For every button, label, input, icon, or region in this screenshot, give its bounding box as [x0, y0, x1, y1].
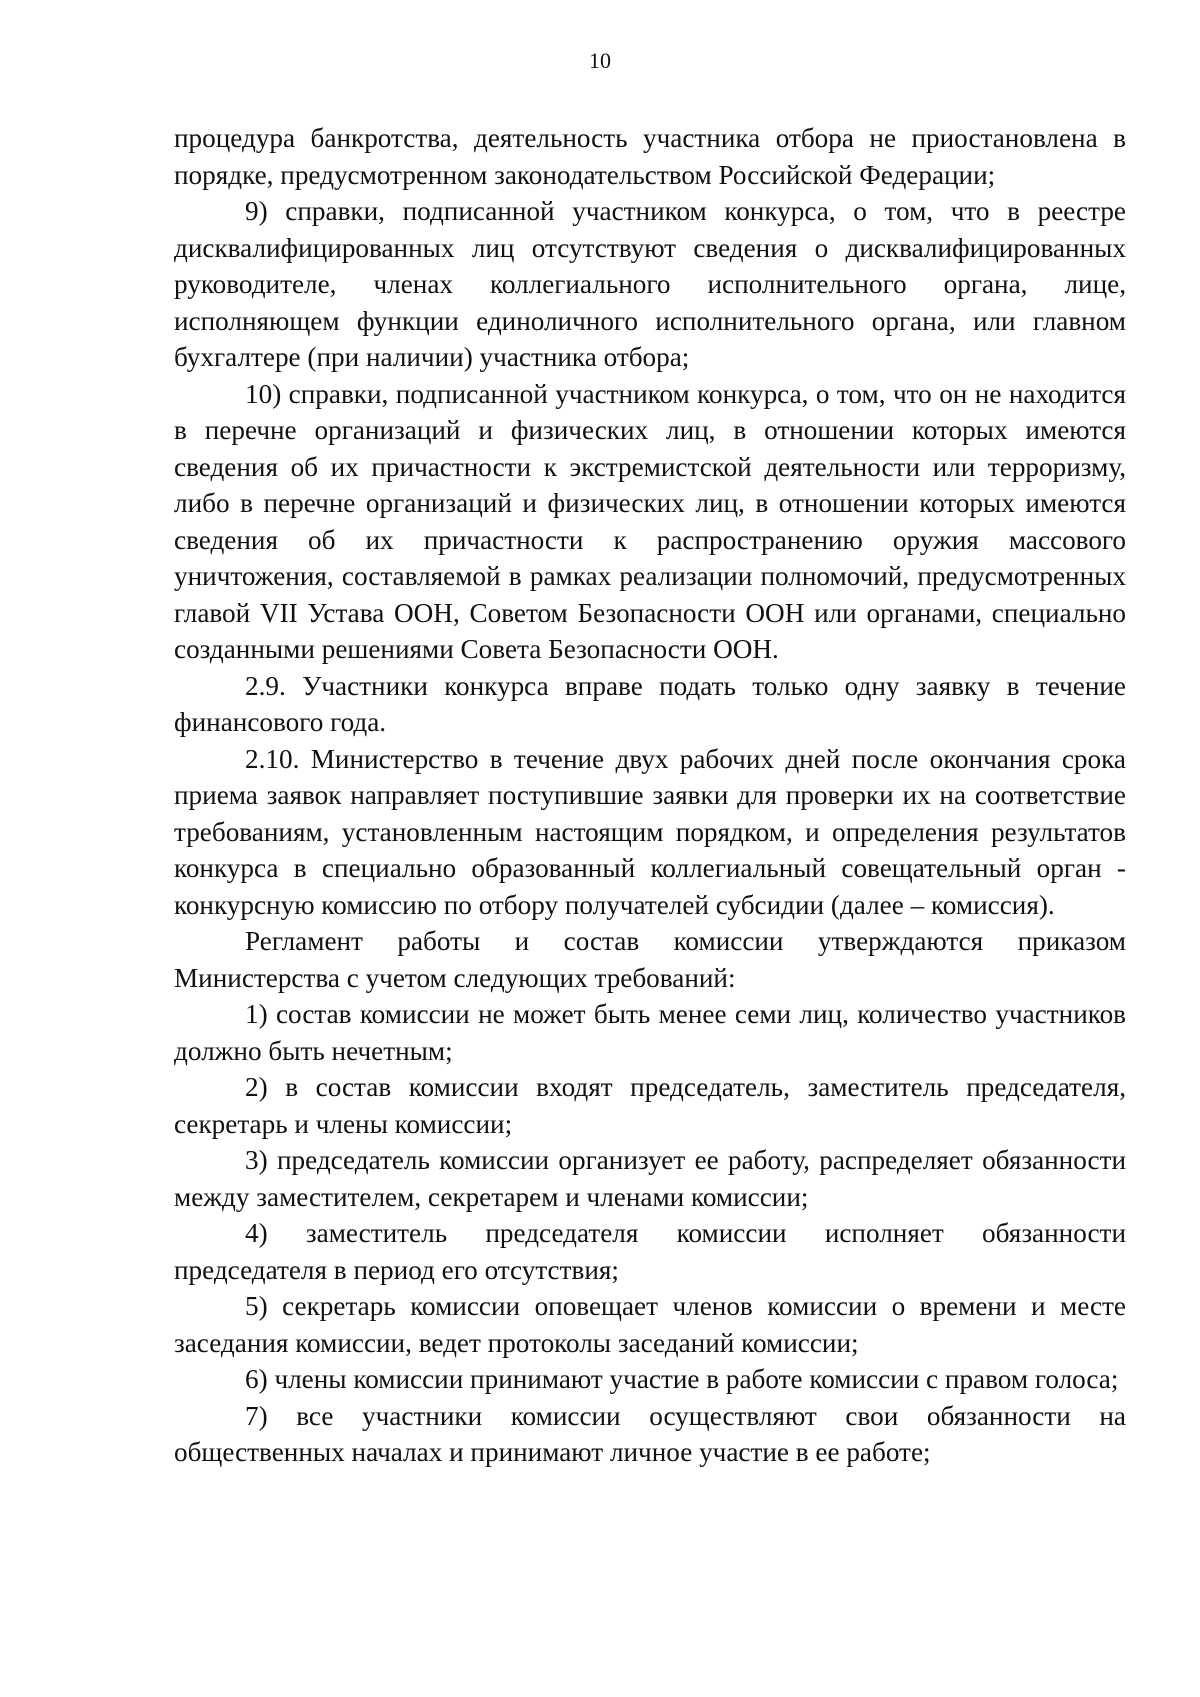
page-number: 10	[589, 48, 611, 73]
paragraph-requirement-7: 7) все участники комиссии осуществляют свои обязанности на общественных началах и принимают личное участие в ее работе;	[174, 1400, 1126, 1467]
paragraph-requirement-1: 1) состав комиссии не может быть менее семи лиц, количество участников должно быть нечетным;	[174, 999, 1126, 1066]
document-body	[174, 120, 1126, 1471]
paragraph-requirement-4: 4) заместитель председателя комиссии исполняет обязанности председателя в период его отсутствия;	[174, 1218, 1126, 1285]
paragraph-item-10: 10) справки, подписанной участником конкурса, о том, что он не находится в перечне организаций и физических лиц, в отношении которых имеются сведения об их причастности к экстремистской деятельности или терроризму, либо в перечне организаций и физических лиц, в отношении которых имеются сведения об их причастности к распространению оружия массового уничтожения, составляемой в рамках реализации полномочий, предусмотренных главой VII Устава ООН, Советом Безопасности ООН или органами, специально созданными решениями Совета Безопасности ООН.	[174, 378, 1126, 664]
paragraph-requirement-3: 3) председатель комиссии организует ее работу, распределяет обязанности между заместителем, секретарем и членами комиссии;	[174, 1145, 1126, 1212]
paragraph-requirement-6: 6) члены комиссии принимают участие в работе комиссии с правом голоса;	[245, 1364, 1119, 1394]
paragraph-bankruptcy-continuation: процедура банкротства, деятельность участника отбора не приостановлена в порядке, предусмотренном законодательством Российской Федерации;	[174, 123, 1126, 190]
paragraph-commission-regulations: Регламент работы и состав комиссии утверждаются приказом Министерства с учетом следующих требований:	[174, 926, 1126, 993]
paragraph-2-9: 2.9. Участники конкурса вправе подать только одну заявку в течение финансового года.	[174, 670, 1126, 737]
paragraph-requirement-2: 2) в состав комиссии входят председатель, заместитель председателя, секретарь и члены комиссии;	[174, 1072, 1126, 1139]
paragraph-requirement-5: 5) секретарь комиссии оповещает членов комиссии о времени и месте заседания комиссии, ведет протоколы заседаний комиссии;	[174, 1291, 1126, 1358]
paragraph-item-9: 9) справки, подписанной участником конкурса, о том, что в реестре дисквалифицированных лиц отсутствуют сведения о дисквалифицированных руководителе, членах коллегиального исполнительного органа, лице, исполняющем функции единоличного исполнительного органа, или главном бухгалтере (при наличии) участника отбора;	[174, 196, 1126, 372]
paragraph-2-10: 2.10. Министерство в течение двух рабочих дней после окончания срока приема заявок направляет поступившие заявки для проверки их на соответствие требованиям, установленным настоящим порядком, и определения результатов конкурса в специально образованный коллегиальный совещательный орган - конкурсную комиссию по отбору получателей субсидии (далее – комиссия).	[174, 743, 1126, 920]
